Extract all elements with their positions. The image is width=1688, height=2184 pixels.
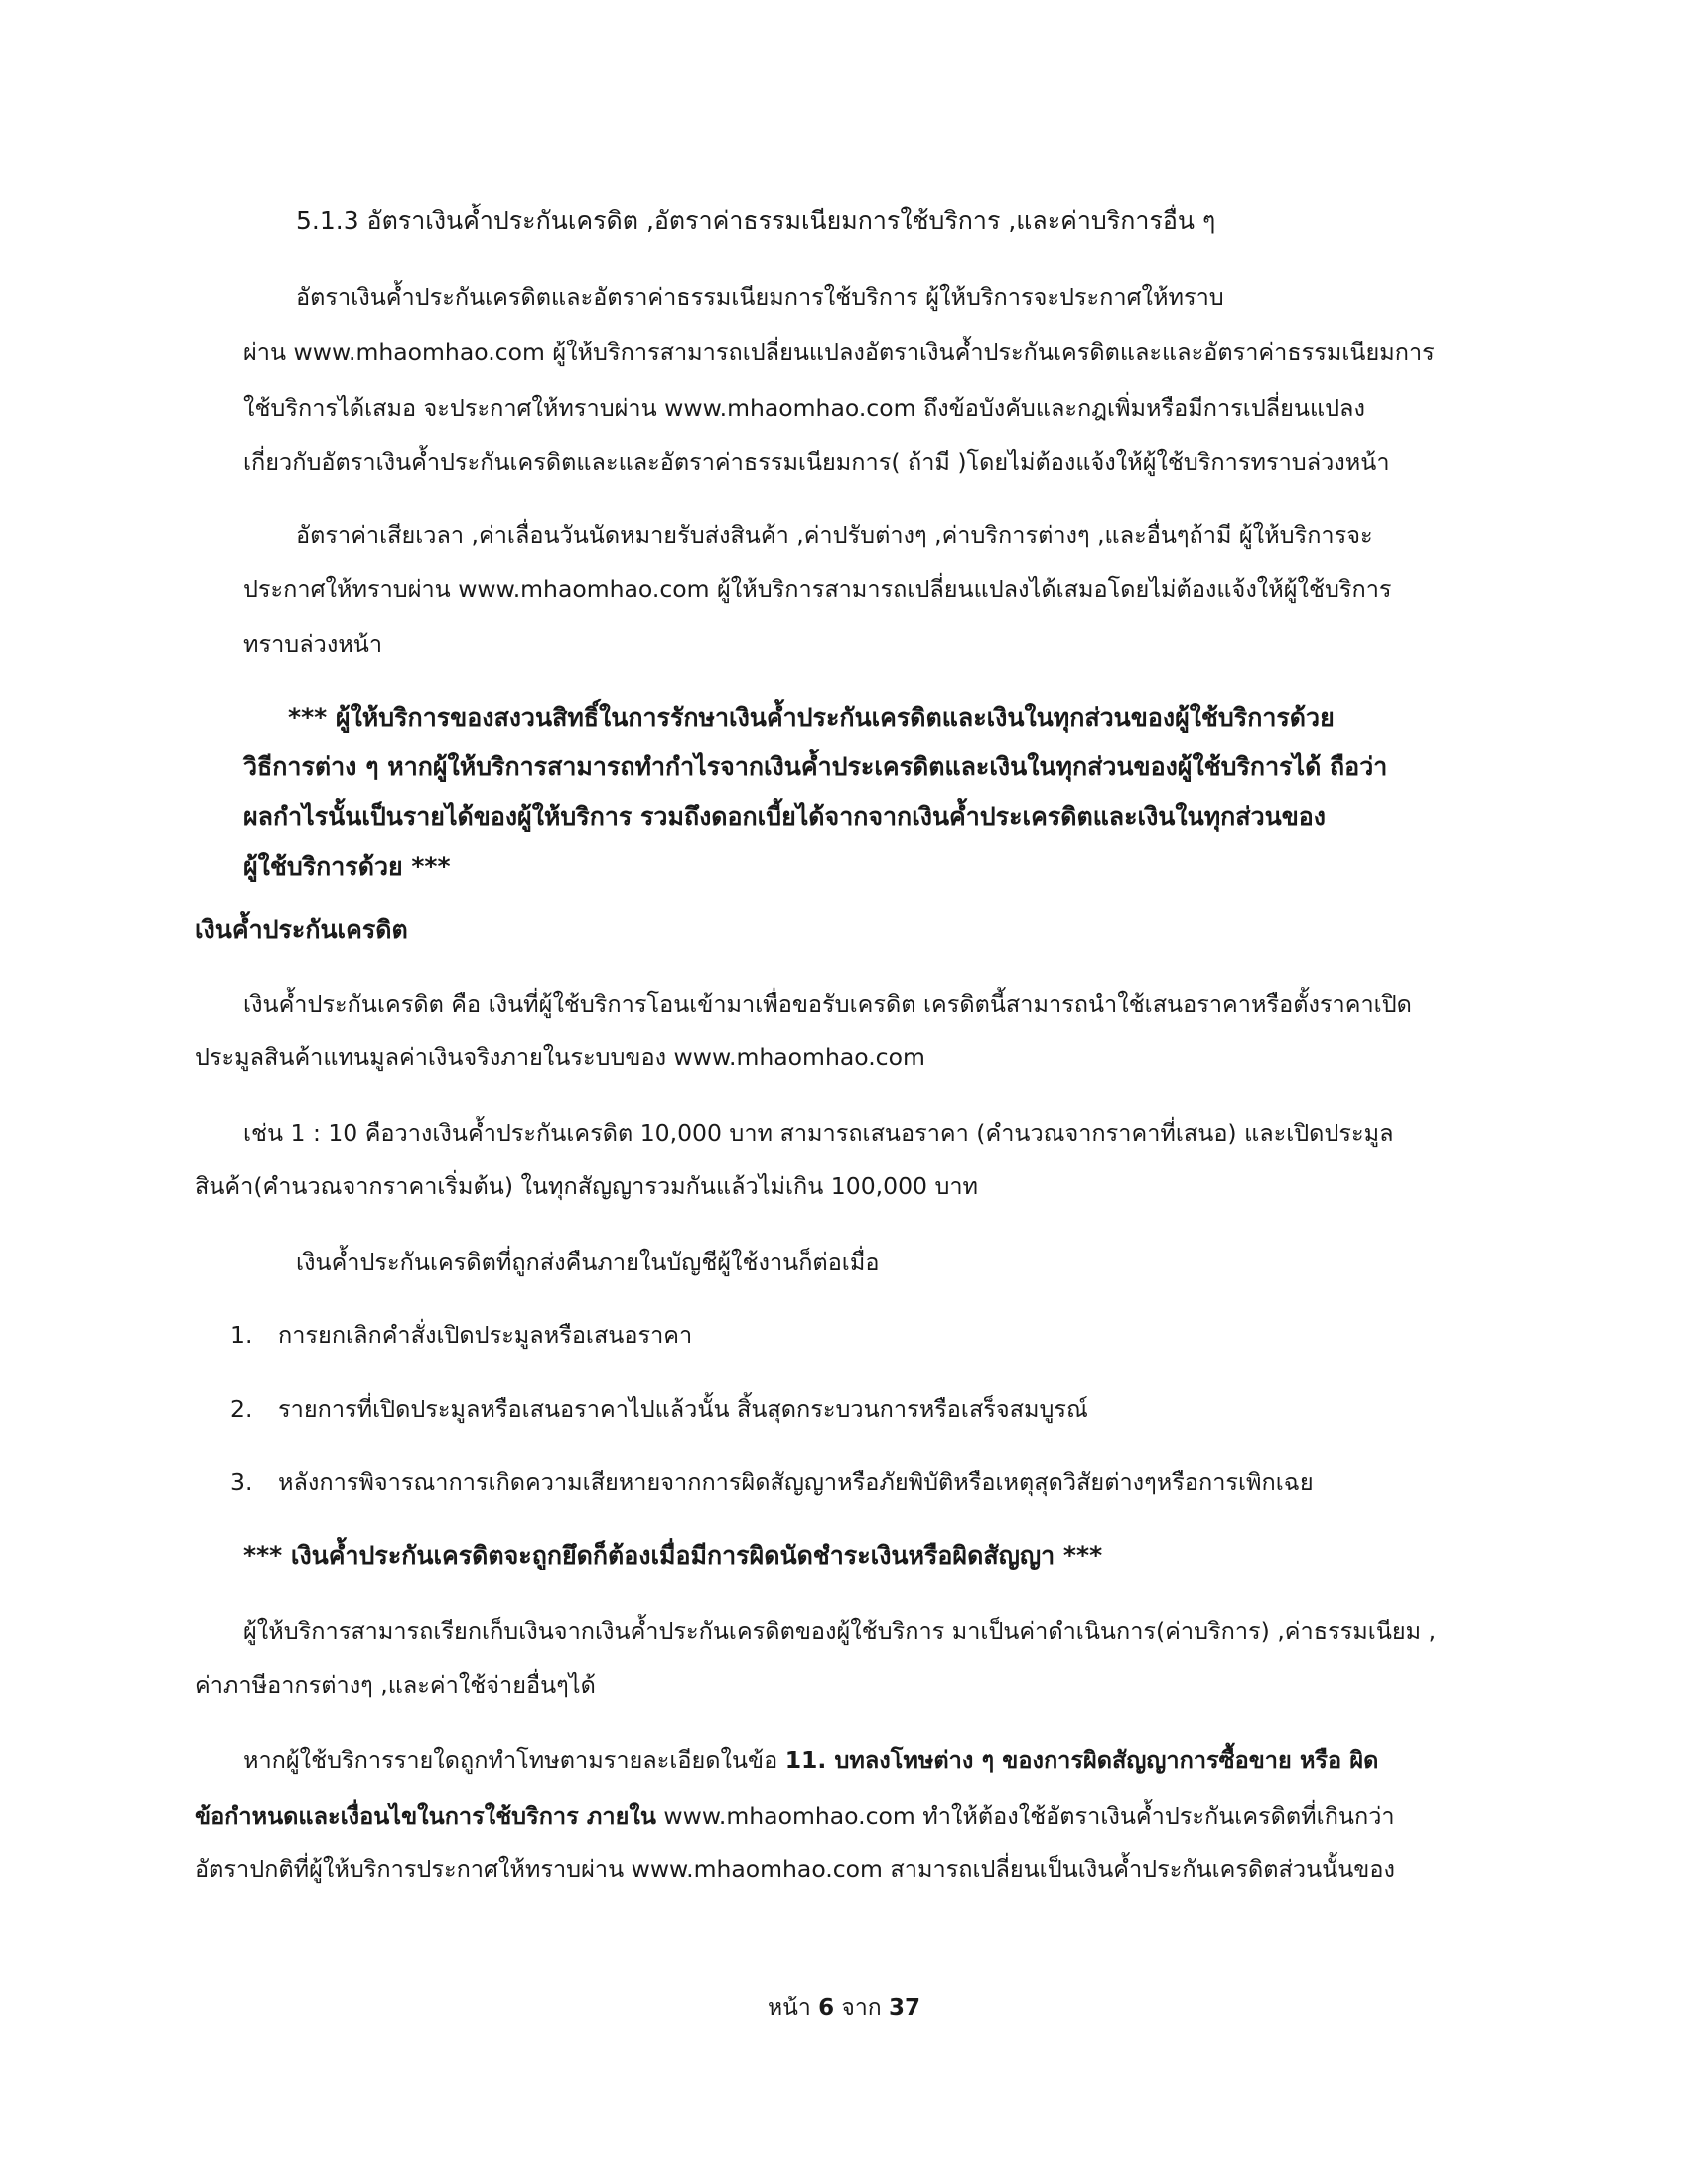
penalty-text: www.mhaomhao.com ทำให้ต้องใช้อัตราเงินค้ำประกันเครดิตที่เกินกว่า xyxy=(655,1802,1395,1830)
list-item-number: 2. xyxy=(230,1395,253,1423)
list-item-text: รายการที่เปิดประมูลหรือเสนอราคาไปแล้วนั้น สิ้นสุดกระบวนการหรือเสร็จสมบูรณ์ xyxy=(278,1395,1088,1423)
total-pages: 37 xyxy=(889,1995,921,2021)
list-item-text: การยกเลิกคำสั่งเปิดประมูลหรือเสนอราคา xyxy=(278,1321,693,1349)
paragraph-line: อัตราเงินค้ำประกันเครดิตและอัตราค่าธรรมเนียมการใช้บริการ ผู้ให้บริการจะประกาศให้ทราบ xyxy=(296,283,1224,311)
paragraph-line: อัตราค่าเสียเวลา ,ค่าเลื่อนวันนัดหมายรับส่งสินค้า ,ค่าปรับต่างๆ ,ค่าบริการต่างๆ ,และอื่นๆถ้ามี ผู้ให้บริการจะ xyxy=(296,521,1373,549)
paragraph-line: อัตราปกติที่ผู้ให้บริการประกาศให้ทราบผ่าน www.mhaomhao.com สามารถเปลี่ยนเป็นเงินค้ำประกันเครดิตส่วนนั้นของ xyxy=(195,1855,1395,1883)
penalty-reference: 11. บทลงโทษต่าง ๆ ของการผิดสัญญาการซื้อขาย หรือ ผิด xyxy=(784,1746,1379,1774)
list-item xyxy=(230,1318,693,1352)
paragraph-line: ผ่าน www.mhaomhao.com ผู้ให้บริการสามารถเปลี่ยนแปลงอัตราเงินค้ำประกันเครดิตและและอัตราค่าธรรมเนียมการ xyxy=(243,339,1435,366)
page-footer xyxy=(0,1990,1688,2026)
seizure-notice: *** เงินค้ำประกันเครดิตจะถูกยึดก็ต้องเมื่อมีการผิดนัดชำระเงินหรือผิดสัญญา *** xyxy=(243,1541,1103,1570)
paragraph-line xyxy=(195,1799,1395,1833)
list-item-number: 3. xyxy=(230,1468,253,1496)
penalty-text: หากผู้ใช้บริการรายใดถูกทำโทษตามรายละเอียดในข้อ xyxy=(243,1746,785,1774)
paragraph-line: เช่น 1 : 10 คือวางเงินค้ำประกันเครดิต 10,000 บาท สามารถเสนอราคา (คำนวณจากราคาที่เสนอ) และเปิดประมูล xyxy=(243,1119,1394,1147)
notice-line: ผู้ใช้บริการด้วย *** xyxy=(243,852,451,881)
list-item xyxy=(230,1392,1088,1426)
paragraph-line: ประมูลสินค้าแทนมูลค่าเงินจริงภายในระบบของ www.mhaomhao.com xyxy=(195,1043,925,1071)
paragraph-line: เกี่ยวกับอัตราเงินค้ำประกันเครดิตและและอัตราค่าธรรมเนียมการ( ถ้ามี )โดยไม่ต้องแจ้งให้ผู้ใช้บริการทราบล่วงหน้า xyxy=(243,448,1390,476)
paragraph-line: ผู้ให้บริการสามารถเรียกเก็บเงินจากเงินค้ำประกันเครดิตของผู้ใช้บริการ มาเป็นค่าดำเนินการ(ค่าบริการ) ,ค่าธรรมเนียม , xyxy=(243,1617,1437,1645)
paragraph-line: เงินค้ำประกันเครดิต คือ เงินที่ผู้ใช้บริการโอนเข้ามาเพื่อขอรับเครดิต เครดิตนี้สามารถนำใช้เสนอราคาหรือตั้งราคาเปิด xyxy=(243,990,1412,1018)
penalty-reference: ข้อกำหนดและเงื่อนไขในการใช้บริการ ภายใน xyxy=(195,1802,656,1830)
paragraph-line: ใช้บริการได้เสมอ จะประกาศให้ทราบผ่าน www.mhaomhao.com ถึงข้อบังคับและกฎเพิ่มหรือมีการเปลี่ยนแปลง xyxy=(243,394,1365,422)
page-number: 6 xyxy=(818,1995,835,2021)
paragraph-line: ประกาศให้ทราบผ่าน www.mhaomhao.com ผู้ให้บริการสามารถเปลี่ยนแปลงได้เสมอโดยไม่ต้องแจ้งให้ผู้ใช้บริการ xyxy=(243,575,1392,603)
section-heading: 5.1.3 อัตราเงินค้ำประกันเครดิต ,อัตราค่าธรรมเนียมการใช้บริการ ,และค่าบริการอื่น ๆ xyxy=(296,206,1216,235)
list-item-text: หลังการพิจารณาการเกิดความเสียหายจากการผิดสัญญาหรือภัยพิบัติหรือเหตุสุดวิสัยต่างๆหรือการเพิกเฉย xyxy=(278,1468,1314,1496)
notice-line: *** ผู้ให้บริการของสงวนสิทธิ์ในการรักษาเงินค้ำประกันเครดิตและเงินในทุกส่วนของผู้ใช้บริการด้วย xyxy=(288,703,1335,732)
paragraph-line: สินค้า(คำนวณจากราคาเริ่มต้น) ในทุกสัญญารวมกันแล้วไม่เกิน 100,000 บาท xyxy=(195,1172,979,1200)
notice-line: วิธีการต่าง ๆ หากผู้ให้บริการสามารถทำกำไรจากเงินค้ำประเครดิตและเงินในทุกส่วนของผู้ใช้บริการได้ ถือว่า xyxy=(243,752,1388,781)
list-item-number: 1. xyxy=(230,1321,253,1349)
credit-deposit-heading: เงินค้ำประกันเครดิต xyxy=(195,915,408,944)
notice-line: ผลกำไรนั้นเป็นรายได้ของผู้ให้บริการ รวมถึงดอกเบี้ยได้จากจากเงินค้ำประเครดิตและเงินในทุกส่วนของ xyxy=(243,802,1327,831)
paragraph-line: ทราบล่วงหน้า xyxy=(243,630,383,658)
paragraph-line: ค่าภาษีอากรต่างๆ ,และค่าใช้จ่ายอื่นๆได้ xyxy=(195,1671,596,1699)
page-label: หน้า xyxy=(767,1995,811,2021)
refund-intro: เงินค้ำประกันเครดิตที่ถูกส่งคืนภายในบัญชีผู้ใช้งานก็ต่อเมื่อ xyxy=(296,1248,880,1276)
list-item xyxy=(230,1465,1314,1499)
paragraph-line xyxy=(243,1743,1378,1777)
of-label: จาก xyxy=(841,1995,882,2021)
